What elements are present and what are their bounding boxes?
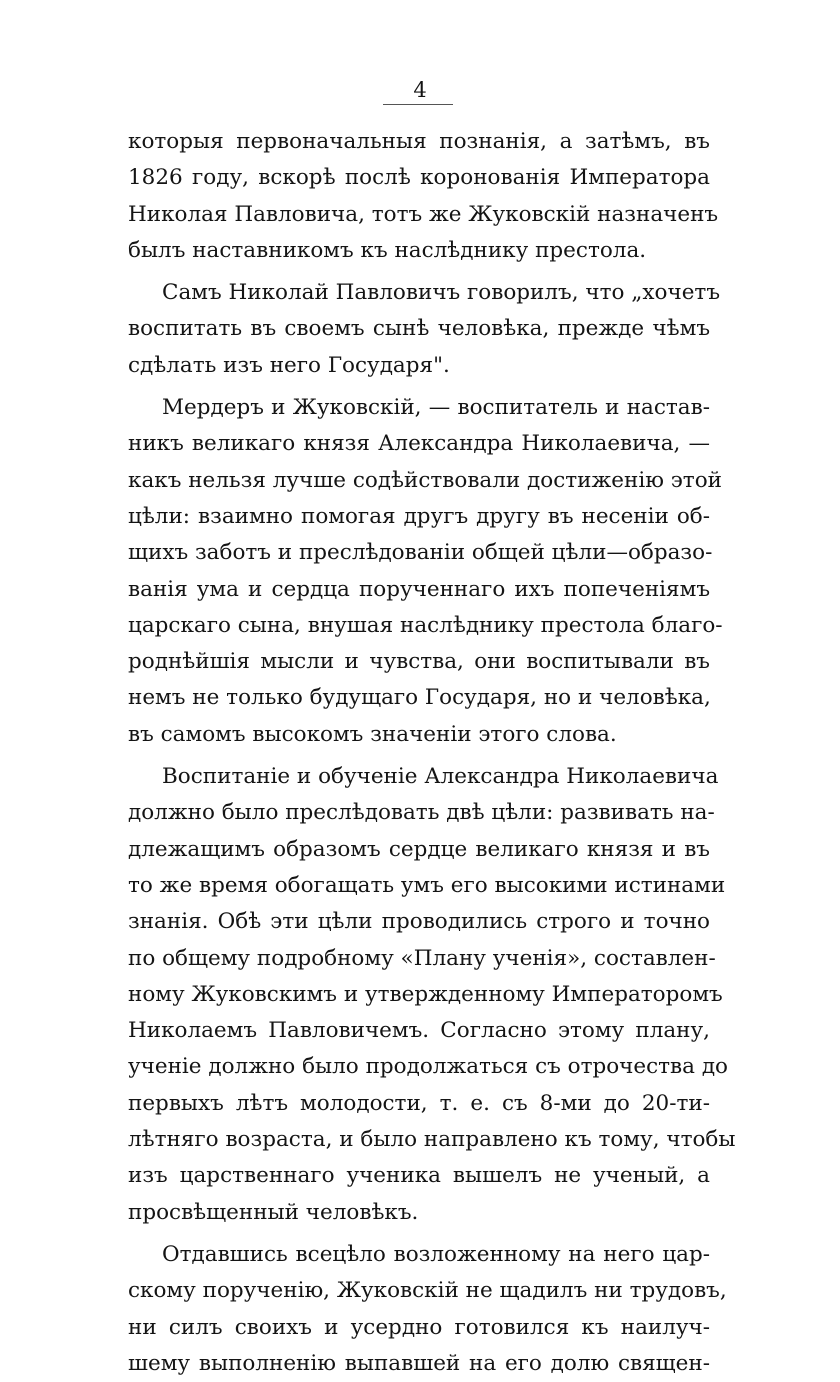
text-line: ному Жуковскимъ и утвержденному Императоромъ bbox=[128, 981, 723, 1007]
paragraph-4 bbox=[128, 759, 736, 1231]
text-line: то же время обогащать умъ его высокими истинами bbox=[128, 872, 726, 898]
paragraph-3 bbox=[128, 390, 723, 753]
text-line: должно было преслѣдовать двѣ цѣли: развивать на- bbox=[128, 800, 715, 826]
text-line: какъ нельзя лучше содѣйствовали достиженію этой bbox=[128, 467, 722, 493]
text-line: ученіе должно было продолжаться съ отрочества до bbox=[128, 1054, 728, 1080]
page-number-rule bbox=[383, 104, 453, 105]
text-line: въ самомъ высокомъ значеніи этого слова. bbox=[128, 721, 617, 747]
text-line: царскаго сына, внушая наслѣднику престола благо- bbox=[128, 612, 723, 638]
text-line: скому порученію, Жуковскій не щадилъ ни трудовъ, bbox=[128, 1278, 727, 1304]
text-line: шему выполненію выпавшей на его долю священ- bbox=[128, 1350, 710, 1376]
text-line: немъ не только будущаго Государя, но и человѣка, bbox=[128, 685, 711, 711]
text-line: былъ наставникомъ къ наслѣднику престола. bbox=[128, 237, 647, 263]
text-line: щихъ заботъ и преслѣдованіи общей цѣли—образо- bbox=[128, 540, 713, 566]
text-line: которыя первоначальныя познанія, а затѣмъ, въ bbox=[128, 129, 710, 154]
text-line: цѣли: взаимно помогая другъ другу въ несеніи об- bbox=[128, 503, 710, 529]
text-line: просвѣщенный человѣкъ. bbox=[128, 1199, 419, 1225]
text-line: сдѣлать изъ него Государя". bbox=[128, 352, 450, 378]
text-line: ни силъ своихъ и усердно готовился къ наилуч- bbox=[128, 1314, 710, 1340]
text-line: ванія ума и сердца порученнаго ихъ попеченіямъ bbox=[128, 576, 710, 602]
text-line: первыхъ лѣтъ молодости, т. е. съ 8-ми до 20-ти- bbox=[128, 1090, 710, 1116]
text-line: Николая Павловича, тотъ же Жуковскій назначенъ bbox=[128, 201, 719, 227]
paragraph-5 bbox=[128, 1237, 727, 1382]
text-line: воспитать въ своемъ сынѣ человѣка, прежде чѣмъ bbox=[128, 316, 710, 342]
text-line: никъ великаго князя Александра Николаевича, — bbox=[128, 431, 710, 457]
text-line: роднѣйшія мысли и чувства, они воспитывали въ bbox=[128, 649, 710, 675]
text-body bbox=[128, 124, 736, 1382]
text-line: знанія. Обѣ эти цѣли проводились строго и точно bbox=[128, 909, 710, 935]
text-line: по общему подробному «Плану ученія», составлен- bbox=[128, 945, 716, 971]
text-line: изъ царственнаго ученика вышелъ не ученый, а bbox=[128, 1163, 710, 1189]
text-line: Самъ Николай Павловичъ говорилъ, что „хочетъ bbox=[162, 280, 721, 306]
text-line: лѣтняго возраста, и было направлено къ тому, чтобы bbox=[128, 1127, 736, 1153]
text-line: Отдавшись всецѣло возложенному на него цар- bbox=[162, 1241, 710, 1267]
text-line: 1826 году, вскорѣ послѣ коронованія Императора bbox=[128, 165, 710, 191]
page-number: 4 bbox=[413, 78, 427, 102]
text-line: Николаемъ Павловичемъ. Согласно этому плану, bbox=[128, 1018, 710, 1044]
text-line: Мердеръ и Жуковскій, — воспитатель и настав- bbox=[162, 395, 710, 421]
paragraph-2 bbox=[128, 275, 721, 384]
text-line: длежащимъ образомъ сердце великаго князя и въ bbox=[128, 836, 710, 862]
text-line: Воспитаніе и обученіе Александра Николаевича bbox=[162, 764, 719, 790]
paragraph-1 bbox=[128, 124, 719, 269]
